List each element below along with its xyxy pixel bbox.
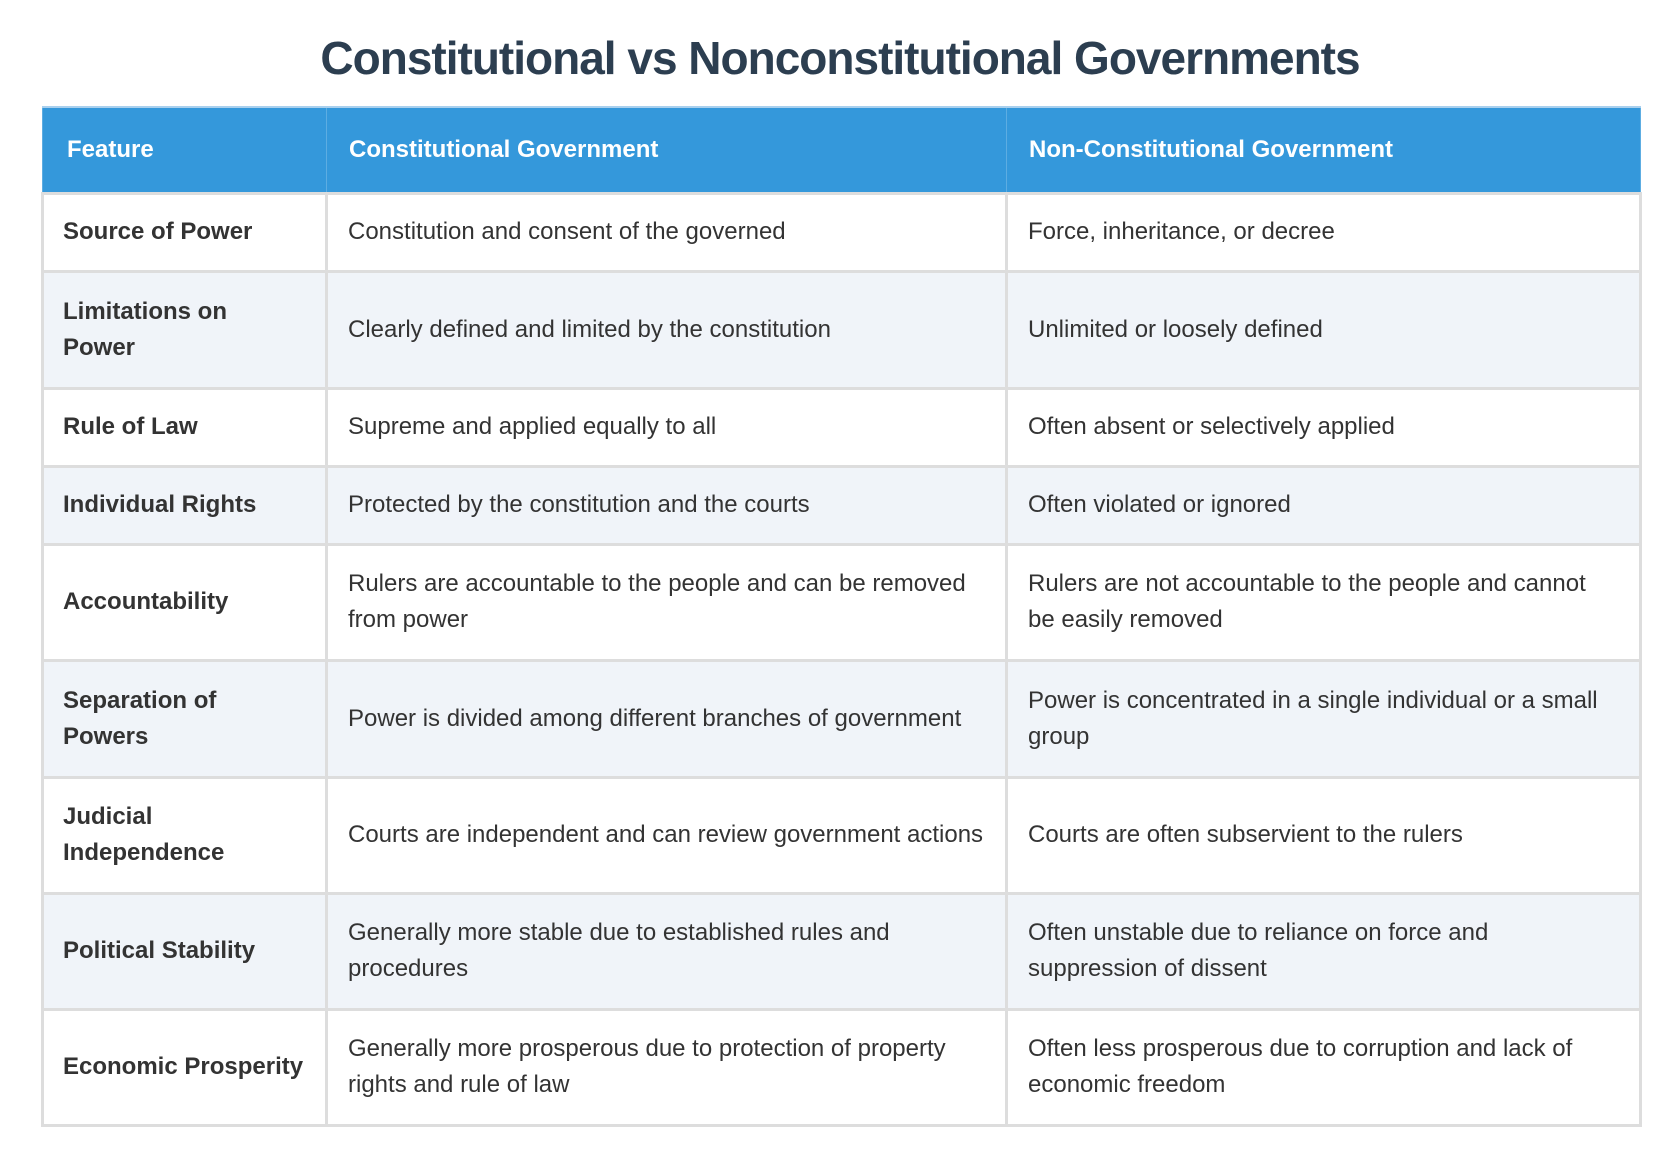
feature-cell: Political Stability (43, 893, 327, 1009)
table-row (43, 660, 1641, 777)
header-row (43, 107, 1641, 193)
table-row (43, 777, 1641, 893)
table-row (43, 893, 1641, 1009)
non-constitutional-cell: Often violated or ignored (1007, 466, 1641, 544)
feature-cell: Limitations on Power (43, 271, 327, 388)
non-constitutional-cell: Rulers are not accountable to the people and cannot be easily removed (1007, 544, 1641, 660)
table-row (43, 271, 1641, 388)
non-constitutional-cell: Courts are often subservient to the rulers (1007, 777, 1641, 893)
table-row (43, 466, 1641, 544)
non-constitutional-cell: Often less prosperous due to corruption and lack of economic freedom (1007, 1009, 1641, 1125)
feature-cell: Judicial Independence (43, 777, 327, 893)
feature-cell: Source of Power (43, 193, 327, 271)
non-constitutional-cell: Often absent or selectively applied (1007, 388, 1641, 466)
page-title: Constitutional vs Nonconstitutional Governments (320, 32, 1360, 84)
comparison-table-container (41, 106, 1639, 1127)
non-constitutional-cell: Power is concentrated in a single individual or a small group (1007, 660, 1641, 777)
column-header-constitutional: Constitutional Government (327, 107, 1007, 193)
constitutional-cell: Protected by the constitution and the courts (327, 466, 1007, 544)
constitutional-cell: Power is divided among different branches of government (327, 660, 1007, 777)
constitutional-cell: Constitution and consent of the governed (327, 193, 1007, 271)
non-constitutional-cell: Unlimited or loosely defined (1007, 271, 1641, 388)
feature-cell: Separation of Powers (43, 660, 327, 777)
table-header (43, 107, 1641, 193)
constitutional-cell: Courts are independent and can review government actions (327, 777, 1007, 893)
table-row (43, 388, 1641, 466)
feature-cell: Rule of Law (43, 388, 327, 466)
feature-cell: Individual Rights (43, 466, 327, 544)
constitutional-cell: Rulers are accountable to the people and can be removed from power (327, 544, 1007, 660)
constitutional-cell: Supreme and applied equally to all (327, 388, 1007, 466)
table-row (43, 1009, 1641, 1125)
constitutional-cell: Generally more prosperous due to protection of property rights and rule of law (327, 1009, 1007, 1125)
non-constitutional-cell: Force, inheritance, or decree (1007, 193, 1641, 271)
feature-cell: Accountability (43, 544, 327, 660)
table-row (43, 193, 1641, 271)
constitutional-cell: Generally more stable due to established rules and procedures (327, 893, 1007, 1009)
non-constitutional-cell: Often unstable due to reliance on force and suppression of dissent (1007, 893, 1641, 1009)
table-row (43, 544, 1641, 660)
feature-cell: Economic Prosperity (43, 1009, 327, 1125)
constitutional-cell: Clearly defined and limited by the constitution (327, 271, 1007, 388)
column-header-non-constitutional: Non-Constitutional Government (1007, 107, 1641, 193)
table-body (43, 193, 1641, 1125)
comparison-table (41, 106, 1642, 1127)
column-header-feature: Feature (43, 107, 327, 193)
